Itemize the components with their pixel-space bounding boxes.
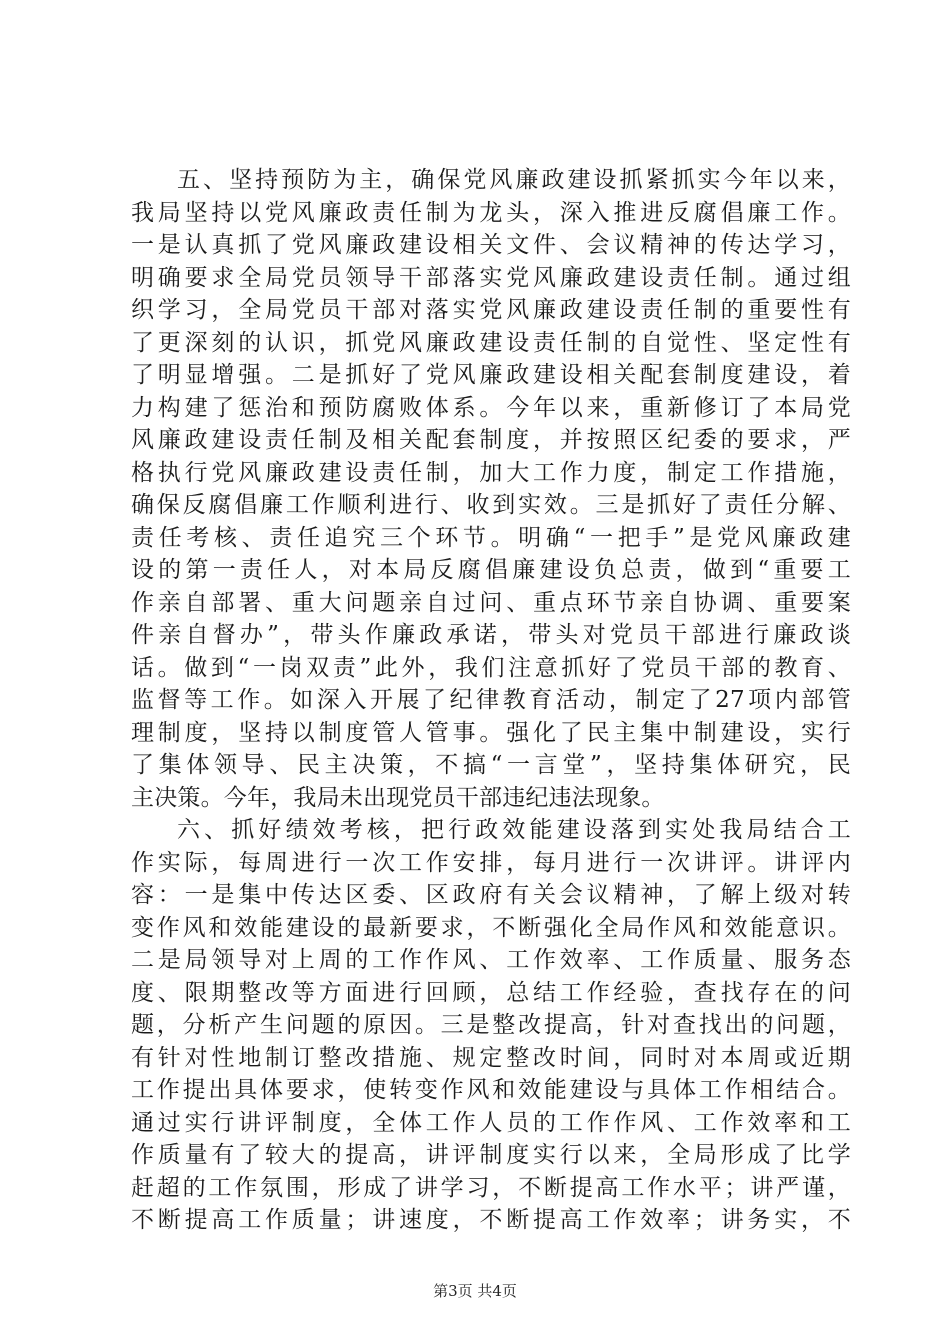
- page-number-label: 第3页 共4页: [433, 1282, 517, 1300]
- paragraph-line: 题，分析产生问题的原因。三是整改提高，针对查找出的问题，: [131, 1012, 851, 1038]
- paragraph-line: 确保反腐倡廉工作顺利进行、收到实效。三是抓好了责任分解、: [131, 492, 851, 518]
- paragraph-line: 作实际，每周进行一次工作安排，每月进行一次讲评。讲评内: [131, 849, 851, 876]
- paragraph-line: 织学习，全局党员干部对落实党风廉政建设责任制的重要性有: [131, 297, 851, 323]
- paragraph-line: 赶超的工作氛围，形成了讲学习，不断提高工作水平；讲严谨，: [131, 1174, 851, 1201]
- paragraph-line: 通过实行讲评制度，全体工作人员的工作作风、工作效率和工: [131, 1109, 851, 1136]
- paragraph-line: 五、坚持预防为主，确保党风廉政建设抓紧抓实今年以来，: [177, 167, 851, 193]
- paragraph-line: 责任考核、责任追究三个环节。明确“一把手”是党风廉政建: [131, 524, 851, 551]
- paragraph-line: 了集体领导、民主决策，不搞“一言堂”，坚持集体研究，民: [131, 752, 851, 778]
- paragraph-line: 一是认真抓了党风廉政建设相关文件、会议精神的传达学习，: [131, 232, 851, 258]
- paragraph-line: 作质量有了较大的提高，讲评制度实行以来，全局形成了比学: [131, 1142, 851, 1168]
- paragraph-line: 二是局领导对上周的工作作风、工作效率、工作质量、服务态: [131, 947, 851, 973]
- paragraph-line: 有针对性地制订整改措施、规定整改时间，同时对本周或近期: [131, 1044, 851, 1071]
- paragraph-line: 设的第一责任人，对本局反腐倡廉建设负总责，做到“重要工: [131, 557, 851, 583]
- paragraph-line: 不断提高工作质量；讲速度，不断提高工作效率；讲务实，不: [131, 1207, 851, 1233]
- paragraph-5: [131, 164, 851, 814]
- paragraph-line: 了更深刻的认识，抓党风廉政建设责任制的自觉性、坚定性有: [131, 329, 851, 356]
- paragraph-line: 我局坚持以党风廉政责任制为龙头，深入推进反腐倡廉工作。: [131, 199, 851, 226]
- paragraph-line: 监督等工作。如深入开展了纪律教育活动，制定了27项内部管: [131, 687, 851, 713]
- paragraph-line: 变作风和效能建设的最新要求，不断强化全局作风和效能意识。: [131, 914, 851, 941]
- paragraph-line: 明确要求全局党员领导干部落实党风廉政建设责任制。通过组: [131, 264, 851, 291]
- paragraph-line: 风廉政建设责任制及相关配套制度，并按照区纪委的要求，严: [131, 427, 851, 453]
- paragraph-line: 工作提出具体要求，使转变作风和效能建设与具体工作相结合。: [131, 1077, 851, 1103]
- paragraph-line: 作亲自部署、重大问题亲自过问、重点环节亲自协调、重要案: [131, 589, 851, 616]
- paragraph-line: 力构建了惩治和预防腐败体系。今年以来，重新修订了本局党: [131, 394, 851, 421]
- page-footer: [0, 1281, 950, 1301]
- paragraph-line: 了明显增强。二是抓好了党风廉政建设相关配套制度建设，着: [131, 362, 851, 388]
- paragraph-line: 格执行党风廉政建设责任制，加大工作力度，制定工作措施，: [131, 459, 851, 486]
- document-body: [131, 164, 851, 1237]
- paragraph-line: 容：一是集中传达区委、区政府有关会议精神，了解上级对转: [131, 882, 851, 908]
- paragraph-line: 主决策。今年，我局未出现党员干部违纪违法现象。: [131, 784, 665, 811]
- paragraph-line: 件亲自督办”，带头作廉政承诺，带头对党员干部进行廉政谈: [131, 622, 851, 648]
- paragraph-line: 话。做到“一岗双责”此外，我们注意抓好了党员干部的教育、: [131, 654, 851, 681]
- paragraph-line: 度、限期整改等方面进行回顾，总结工作经验，查找存在的问: [131, 979, 851, 1006]
- paragraph-line: 六、抓好绩效考核，把行政效能建设落到实处我局结合工: [177, 817, 851, 843]
- paragraph-line: 理制度，坚持以制度管人管事。强化了民主集中制建设，实行: [131, 719, 851, 746]
- paragraph-6: [131, 814, 851, 1237]
